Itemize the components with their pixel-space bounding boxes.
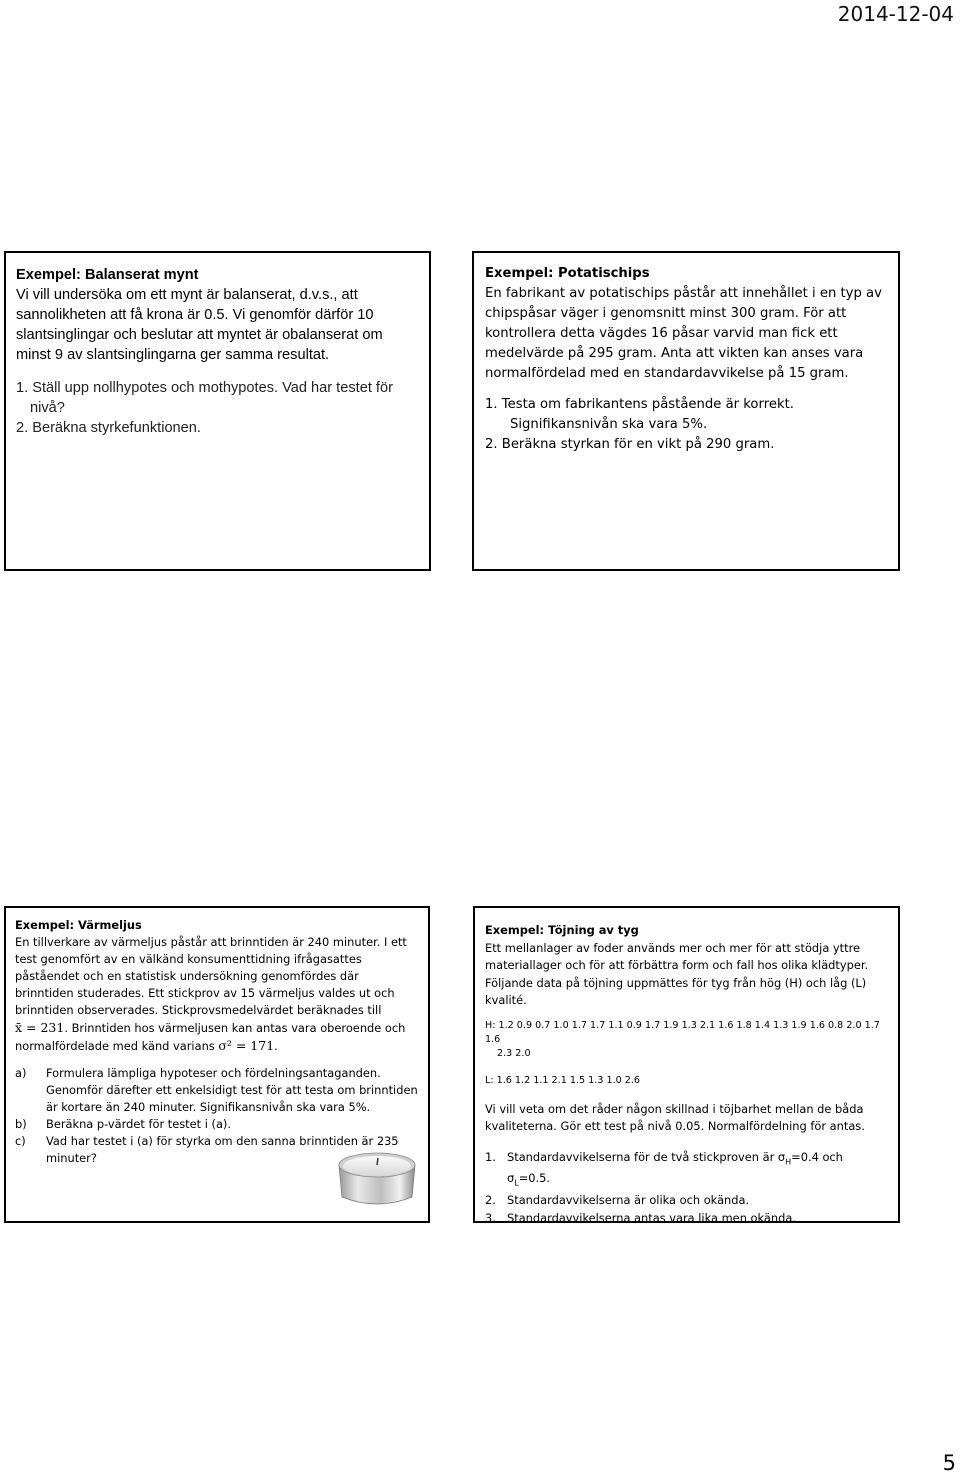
slide-body-line: Vi vill undersöka om ett mynt är balanserat, d.v.s., att (16, 287, 358, 303)
slide-body-line: brinntiden studerades. Ett stickprov av 15 värmeljus valdes ut och (15, 986, 395, 1000)
slide-body-text: . Brinntiden hos värmeljusen kan antas vara oberoende och (64, 1021, 406, 1035)
slide-body-line: normalfördelad med en standardavvikelse på 15 gram. (485, 366, 849, 381)
slide-body-line: Följande data på töjning uppmättes för tyg från hög (H) och låg (L) (485, 975, 867, 990)
task-item-c: c) Vad har testet i (a) för styrka om den sanna brinntiden är 235 minuter? (15, 1134, 399, 1165)
slide-body-line: sannolikheten att få krona är 0.5. Vi genomför därför 10 (16, 307, 374, 323)
header-date: 2014-12-04 (837, 2, 954, 26)
slide-body-line: Vi vill veta om det råder någon skillnad i töjbarhet mellan de båda (485, 1101, 864, 1116)
data-h: H: 1.2 0.9 0.7 1.0 1.7 1.7 1.1 0.9 1.7 1.9 1.3 2.1 1.6 1.8 1.4 1.3 1.9 1.6 0.8 2.0 1.7 1.6 2.3 2.0 (485, 1019, 880, 1059)
slide-body-line (15, 1019, 419, 1037)
slide-body-text: normalfördelade med känd varians (15, 1039, 219, 1053)
task-item: 1. Testa om fabrikantens påstående är korrekt. (485, 397, 794, 412)
task-item-3: 3. Standardavvikelserna antas vara lika men okända. (485, 1210, 796, 1225)
task-item-cont: nivå? (30, 400, 65, 416)
task-item-2: 2. Standardavvikelserna är olika och okända. (485, 1193, 750, 1208)
page-number: 5 (942, 1451, 956, 1475)
slide-title: Exempel: Balanserat mynt (16, 267, 199, 283)
tealight-candle-image (336, 1145, 418, 1211)
slide-balanserat-mynt (4, 251, 431, 571)
slide-potatischips (472, 251, 900, 571)
slide-body-line: kontrollera detta vägdes 16 påsar varvid man fick ett (485, 326, 838, 341)
task-item-1: 1. Standardavvikelserna för de två stickproven är $\sigma_H=0.4$ och $\sigma_L=0.5$. (485, 1149, 843, 1188)
slide-body-line: slantsinglingar och beslutar att myntet är obalanserat om (16, 327, 383, 343)
variance-formula: σ² = 171 (218, 1038, 275, 1053)
slide-body-line: brinntiden observerades. Stickprovsmedelvärdet beräknades till (15, 1003, 382, 1017)
data-l: L: 1.6 1.2 1.1 2.1 1.5 1.3 1.0 2.6 (485, 1074, 641, 1086)
slide-body-line: materiallager och för att förbättra form och fall hos olika klädtyper. (485, 958, 869, 972)
slide-body-line: chipspåsar väger i genomsnitt minst 300 gram. För att (485, 306, 847, 321)
task-item: 2. Beräkna styrkefunktionen. (16, 420, 201, 436)
slide-body-line: påståendet och en statistisk undersökning genomfördes där (15, 969, 359, 983)
slide-body-line: normalfördelade med känd varians σ² = 171. (15, 1038, 278, 1053)
slide-body-line: En tillverkare av värmeljus påstår att brinntiden är 240 minuter. I ett (15, 935, 407, 949)
task-item-cont: Signifikansnivån ska vara 5%. (510, 417, 708, 432)
slide-body-line: test genomfört av en välkänd konsumenttidning ifrågasattes (15, 952, 362, 966)
task-item: 1. Ställ upp nollhypotes och mothypotes. Vad har testet för (16, 380, 393, 396)
slide-body-line: kvaliteterna. Gör ett test på nivå 0.05. Normalfördelning för antas. (485, 1119, 865, 1133)
slide-title: Exempel: Töjning av tyg (485, 923, 639, 937)
slide-title: Exempel: Värmeljus (15, 918, 142, 932)
sample-mean-formula: x̄ = 231 (15, 1020, 65, 1035)
slide-body-line: En fabrikant av potatischips påstår att innehållet i en typ av (485, 286, 882, 301)
slide-body-line: kvalité. (485, 993, 527, 1007)
item-label: a) (15, 1066, 27, 1080)
item-label: b) (15, 1117, 27, 1131)
task-item: 2. Beräkna styrkan för en vikt på 290 gram. (485, 437, 775, 452)
task-item-a: a) Formulera lämpliga hypoteser och fördelningsantaganden. Genomför därefter ett enkelsidigt test för att testa om brinntiden är kortare än 240 minuter. Signifikansnivån ska vara 5%. (15, 1066, 418, 1114)
slide-varmeljus (4, 906, 430, 1223)
slide-title: Exempel: Potatischips (485, 266, 650, 281)
item-label: c) (15, 1134, 26, 1148)
task-item-b: b) Beräkna p-värdet för testet i (a). (15, 1117, 231, 1131)
slide-body-line: medelvärde på 295 gram. Anta att vikten kan anses vara (485, 346, 864, 361)
slide-tojning-av-tyg (473, 906, 900, 1223)
slide-body-line: minst 9 av slantsinglingarna ger samma resultat. (16, 347, 330, 363)
slide-body-line: Ett mellanlager av foder används mer och mer för att stödja yttre (485, 940, 861, 955)
